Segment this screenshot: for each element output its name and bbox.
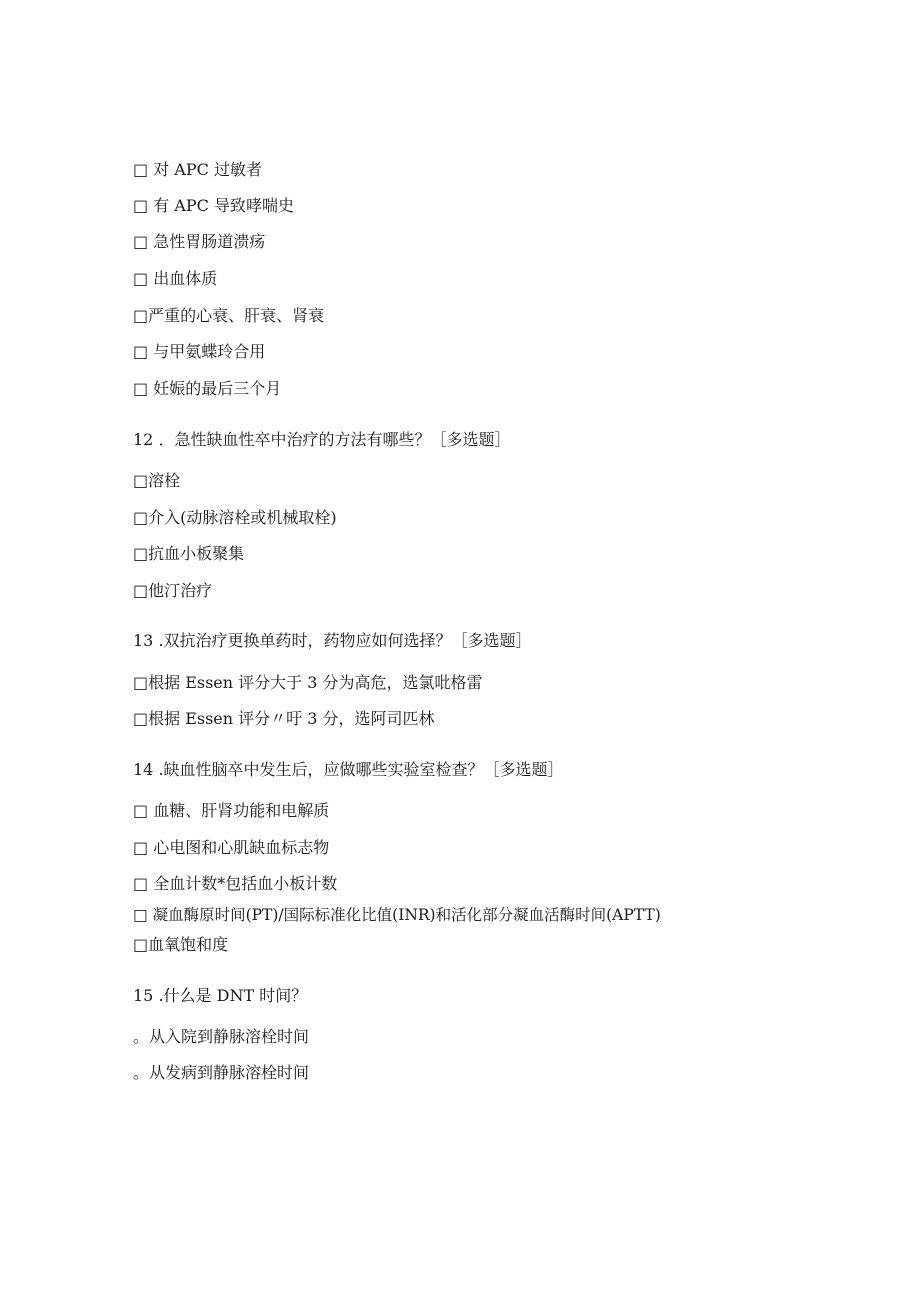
question-13-title: 13 .双抗治疗更换单药时，药物应如何选择？［多选题］ xyxy=(133,631,532,650)
q12-option-1[interactable]: □溶栓 xyxy=(133,471,181,490)
q14-option-2[interactable]: □ 心电图和心肌缺血标志物 xyxy=(133,838,330,857)
q12-option-4[interactable]: □他汀治疗 xyxy=(133,581,213,600)
question-14-title: 14 .缺血性脑卒中发生后，应做哪些实验室检查？［多选题］ xyxy=(133,760,564,779)
q15-option-2[interactable]: 。从发病到静脉溶栓时间 xyxy=(133,1063,310,1082)
q11-option-5[interactable]: □严重的心衰、肝衰、肾衰 xyxy=(133,306,325,325)
q14-option-1[interactable]: □ 血糖、肝肾功能和电解质 xyxy=(133,801,330,820)
question-12-title: 12 ．急性缺血性卒中治疗的方法有哪些？［多选题］ xyxy=(133,430,511,449)
q11-option-1[interactable]: □ 对 APC 过敏者 xyxy=(133,160,262,179)
q14-option-4[interactable]: □ 凝血酶原时间(PT)/国际标准化比值(INR)和活化部分凝血活酶时间(APTT) xyxy=(133,906,661,924)
q11-option-6[interactable]: □ 与甲氨蝶玲合用 xyxy=(133,342,266,361)
q13-option-1[interactable]: □根据 Essen 评分大于 3 分为高危，选氯吡格雷 xyxy=(133,673,483,692)
q11-option-3[interactable]: □ 急性胃肠道溃疡 xyxy=(133,232,266,251)
q15-option-1[interactable]: 。从入院到静脉溶栓时间 xyxy=(133,1027,310,1046)
question-15-title: 15 .什么是 DNT 时间？ xyxy=(133,986,308,1005)
q14-option-5[interactable]: □血氧饱和度 xyxy=(133,935,229,954)
q11-option-7[interactable]: □ 妊娠的最后三个月 xyxy=(133,379,282,398)
q13-option-2[interactable]: □根据 Essen 评分〃吁 3 分，选阿司匹林 xyxy=(133,709,435,728)
q11-option-4[interactable]: □ 出血体质 xyxy=(133,269,218,288)
q11-option-2[interactable]: □ 有 APC 导致哮喘史 xyxy=(133,196,294,215)
q12-option-3[interactable]: □抗血小板聚集 xyxy=(133,544,245,563)
q12-option-2[interactable]: □介入(动脉溶栓或机械取栓) xyxy=(133,508,337,527)
q14-option-3[interactable]: □ 全血计数*包括血小板计数 xyxy=(133,874,338,893)
